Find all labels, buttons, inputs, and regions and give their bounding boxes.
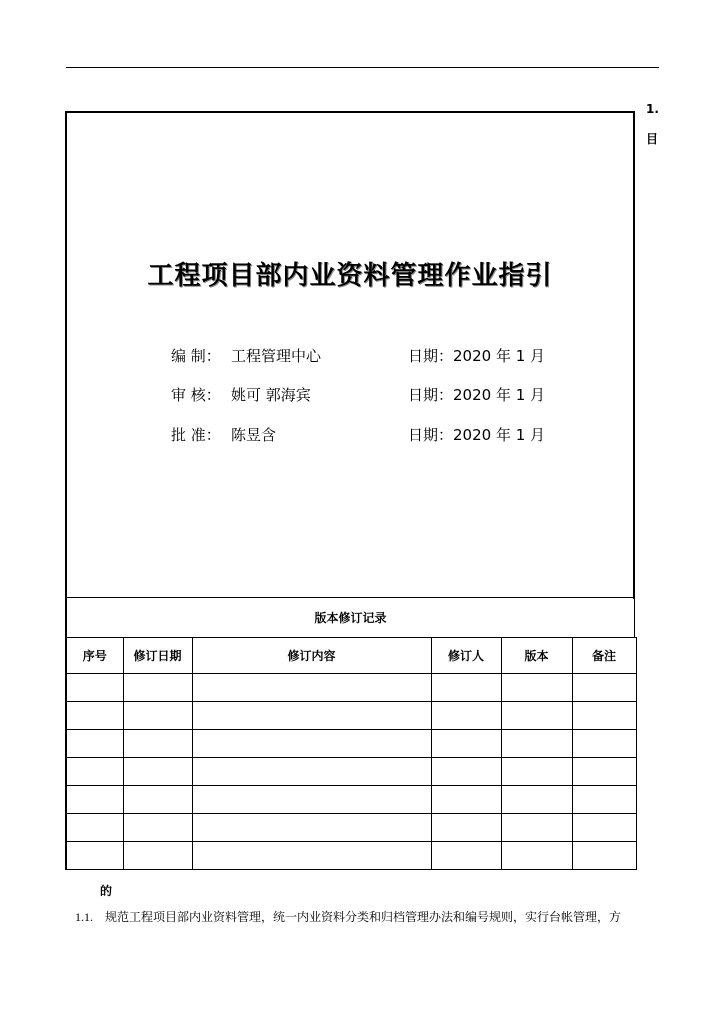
- paragraph-1-1: [75, 908, 621, 925]
- col-header-remark: 备注: [572, 638, 636, 674]
- meta-value: 姚可 郭海宾: [231, 386, 311, 404]
- table-row: [66, 702, 636, 730]
- meta-date: 日期：2020 年 1 月: [408, 386, 546, 404]
- col-header-seq: 序号: [66, 638, 123, 674]
- table-row: [66, 674, 636, 702]
- cover-box: [65, 111, 635, 599]
- col-header-version: 版本: [501, 638, 572, 674]
- table-header-row: [66, 638, 636, 674]
- table-row: [66, 758, 636, 786]
- table-row: [66, 814, 636, 842]
- col-header-date: 修订日期: [123, 638, 192, 674]
- header-rule: [66, 67, 659, 68]
- meta-date: 日期：2020 年 1 月: [408, 347, 546, 365]
- meta-value: 陈昱含: [231, 426, 277, 444]
- revision-record: [65, 597, 635, 870]
- meta-label: 批 准：: [171, 426, 221, 444]
- side-section-char: 目: [646, 132, 659, 146]
- table-row: [66, 786, 636, 814]
- col-header-reviser: 修订人: [431, 638, 501, 674]
- meta-date: 日期：2020 年 1 月: [408, 426, 546, 444]
- table-row: [66, 730, 636, 758]
- col-header-content: 修订内容: [192, 638, 431, 674]
- meta-row-compile: [171, 345, 546, 366]
- revision-table: [65, 637, 637, 870]
- table-row: [66, 842, 636, 870]
- document-title: 工程项目部内业资料管理作业指引: [147, 261, 553, 291]
- meta-value: 工程管理中心: [231, 347, 322, 365]
- section-heading-tail: 的: [100, 884, 113, 898]
- meta-row-approve: [171, 424, 546, 445]
- paragraph-number: 1.1.: [75, 910, 93, 924]
- meta-label: 编 制：: [171, 347, 221, 365]
- meta-label: 审 核：: [171, 386, 221, 404]
- side-section-number: 1.: [646, 102, 659, 116]
- paragraph-text: 规范工程项目部内业资料管理，统一内业资料分类和归档管理办法和编号规则，实行台帐管理，方: [105, 910, 622, 924]
- meta-row-review: [171, 384, 546, 405]
- revision-title: 版本修订记录: [65, 597, 635, 637]
